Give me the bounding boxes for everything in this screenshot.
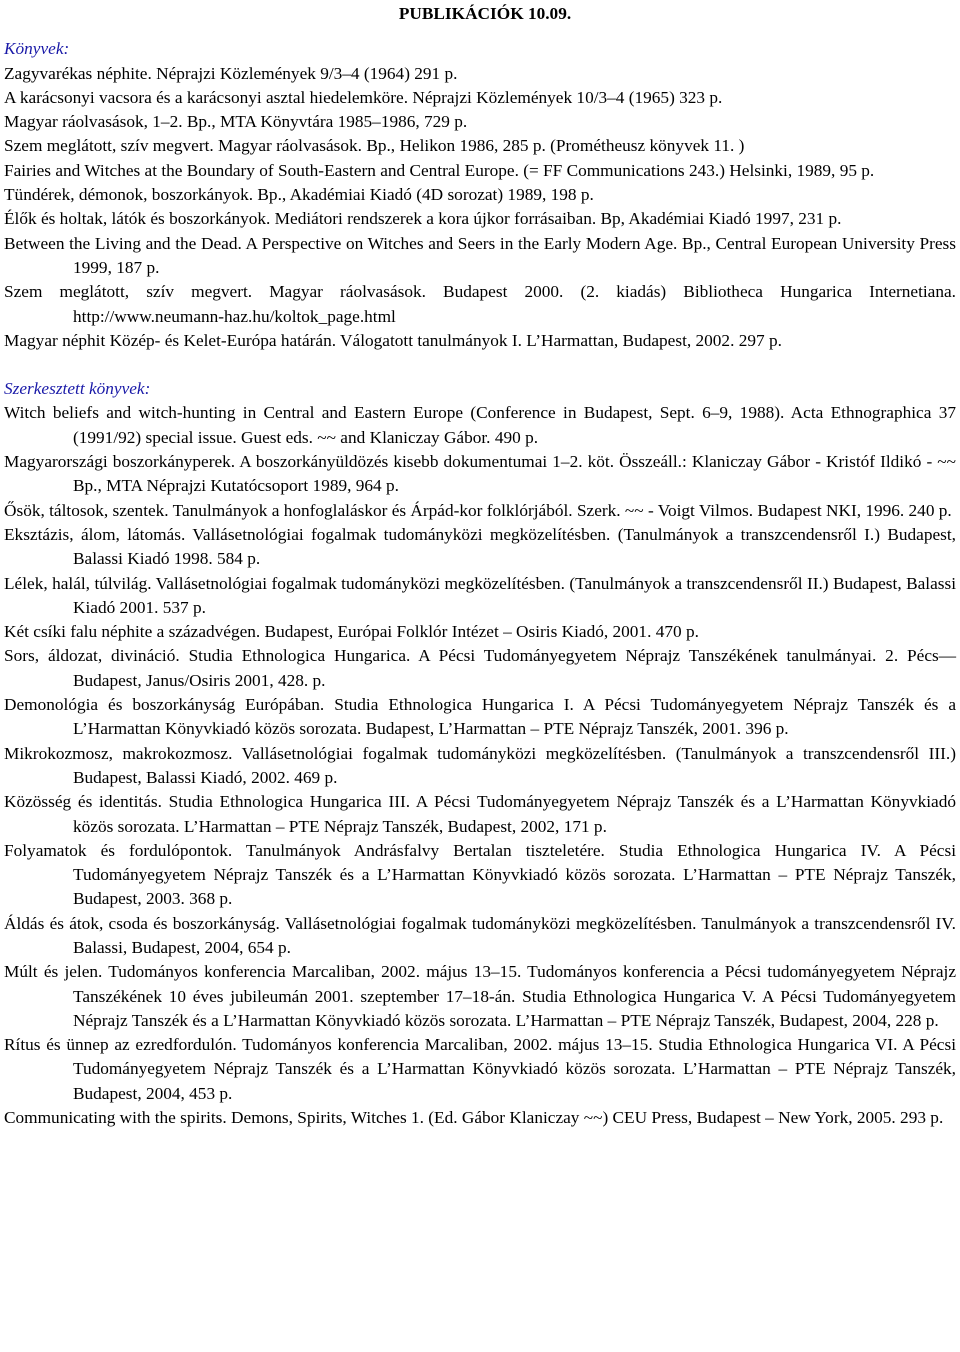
publication-entry: Két csíki falu néphite a századvégen. Budapest, Európai Folklór Intézet – Osiris Kiadó, 2001. 470 p. [4, 622, 699, 642]
publication-entry: Ősök, táltosok, szentek. Tanulmányok a honfoglaláskor és Árpád-kor folklórjából. Szerk. ~~ - Voigt Vilmos. Budapest NKI, 1996. 240 p. [4, 500, 952, 520]
publication-entry: Szem meglátott, szív megvert. Magyar ráolvasások. Bp., Helikon 1986, 285 p. (Prométheusz könyvek 11. ) [4, 136, 745, 156]
publication-entry: Between the Living and the Dead. A Perspective on Witches and Seers in the Early Modern Age. Bp., Central European University Press 1999, 187 p. [4, 233, 956, 277]
publication-entry: Fairies and Witches at the Boundary of South-Eastern and Central Europe. (= FF Communications 243.) Helsinki, 1989, 95 p. [4, 160, 875, 180]
publication-entry: Witch beliefs and witch-hunting in Central and Eastern Europe (Conference in Budapest, Sept. 6–9, 1988). Acta Ethnographica 37 (1991/92) special issue. Guest eds. ~~ and Klaniczay Gábor. 490 p. [4, 403, 956, 447]
publication-entry: Magyar néphit Közép- és Kelet-Európa határán. Válogatott tanulmányok I. L’Harmattan, Budapest, 2002. 297 p. [4, 330, 782, 350]
section-edited-books [4, 377, 956, 1130]
publication-entry: Zagyvarékas néphite. Néprajzi Közlemények 9/3–4 (1964) 291 p. [4, 63, 458, 83]
publication-entry: Magyarországi boszorkányperek. A boszorkányüldözés kisebb dokumentumai 1–2. köt. Összeáll.: Klaniczay Gábor - Kristóf Ildikó - ~~ Bp., MTA Néprajzi Kutatócsoport 1989, 964 p. [4, 452, 956, 496]
section-heading-edited-books: Szerkesztett könyvek: [4, 379, 151, 399]
publication-entry: Sors, áldozat, divináció. Studia Ethnologica Hungarica. A Pécsi Tudományegyetem Néprajz Tanszékének tanulmányai. 2. Pécs—Budapest, Janus/Osiris 2001, 428. p. [4, 646, 956, 690]
page-title: PUBLIKÁCIÓK 10.09. [398, 4, 572, 23]
publication-entry: Demonológia és boszorkányság Európában. Studia Ethnologica Hungarica I. A Pécsi Tudományegyetem Néprajz Tanszék és a L’Harmattan Könyvkiadó közös sorozata. Budapest, L’Harmattan – PTE Néprajz Tanszék, 2001. 396 p. [4, 695, 956, 739]
section-heading-books: Könyvek: [4, 39, 70, 59]
publication-entry: Communicating with the spirits. Demons, Spirits, Witches 1. (Ed. Gábor Klaniczay ~~) CEU Press, Budapest – New York, 2005. 293 p. [4, 1108, 944, 1128]
publication-entry: Magyar ráolvasások, 1–2. Bp., MTA Könyvtára 1985–1986, 729 p. [4, 112, 468, 132]
publication-entry: Tündérek, démonok, boszorkányok. Bp., Akadémiai Kiadó (4D sorozat) 1989, 198 p. [4, 185, 594, 205]
publication-entry: Rítus és ünnep az ezredfordulón. Tudományos konferencia Marcaliban, 2002. május 13–15. Studia Ethnologica Hungarica VI. A Pécsi Tudományegyetem Néprajz Tanszék és a L’Harmattan Könyvkiadó közös sorozata. L’Harmattan – PTE Néprajz Tanszék, Budapest, 2004, 453 p. [4, 1035, 956, 1103]
publication-entry: Eksztázis, álom, látomás. Vallásetnológiai fogalmak tudományközi megközelítésben. (Tanulmányok a transzcendensről I.) Budapest, Balassi Kiadó 1998. 584 p. [4, 524, 956, 569]
publication-entry: Szem meglátott, szív megvert. Magyar ráolvasások. Budapest 2000. (2. kiadás) Bibliotheca Hungarica Internetiana. http://www.neumann-haz.hu/koltok_page.html [4, 282, 956, 326]
publication-entry: Múlt és jelen. Tudományos konferencia Marcaliban, 2002. május 13–15. Tudományos konferencia a Pécsi tudományegyetem Néprajz Tanszékének 10 éves jubileumán 2001. szeptember 17–18-án. Studia Ethnologica Hungarica V. A Pécsi Tudományegyetem Néprajz Tanszék és a L’Harmattan Könyvkiadó közös sorozata. L’Harmattan – PTE Néprajz Tanszék, Budapest, 2004, 228 p. [4, 962, 956, 1030]
publication-entry: Élők és holtak, látók és boszorkányok. Mediátori rendszerek a kora újkor forrásaiban. Bp, Akadémiai Kiadó 1997, 231 p. [4, 209, 842, 229]
publication-entry: Lélek, halál, túlvilág. Vallásetnológiai fogalmak tudományközi megközelítésben. (Tanulmányok a transzcendensről II.) Budapest, Balassi Kiadó 2001. 537 p. [4, 573, 956, 617]
publication-entry: Közösség és identitás. Studia Ethnologica Hungarica III. A Pécsi Tudományegyetem Néprajz Tanszék és a L’Harmattan Könyvkiadó közös sorozata. L’Harmattan – PTE Néprajz Tanszék, Budapest, 2002, 171 p. [4, 792, 956, 836]
publication-entry: Áldás és átok, csoda és boszorkányság. Vallásetnológiai fogalmak tudományközi megközelítésben. Tanulmányok a transzcendensről IV. Balassi, Budapest, 2004, 654 p. [4, 913, 956, 957]
section-books [4, 37, 956, 353]
publication-entry: Mikrokozmosz, makrokozmosz. Vallásetnológiai fogalmak tudományközi megközelítésben. (Tanulmányok a transzcendensről III.) Budapest, Balassi Kiadó, 2002. 469 p. [4, 743, 956, 787]
publication-entry: A karácsonyi vacsora és a karácsonyi asztal hiedelemköre. Néprajzi Közlemények 10/3–4 (1965) 323 p. [4, 87, 723, 107]
publication-entry: Folyamatok és fordulópontok. Tanulmányok Andrásfalvy Bertalan tiszteletére. Studia Ethnologica Hungarica IV. A Pécsi Tudományegyetem Néprajz Tanszék és a L’Harmattan Könyvkiadó közös sorozata. L’Harmattan – PTE Néprajz Tanszék, Budapest, 2003. 368 p. [4, 840, 956, 909]
